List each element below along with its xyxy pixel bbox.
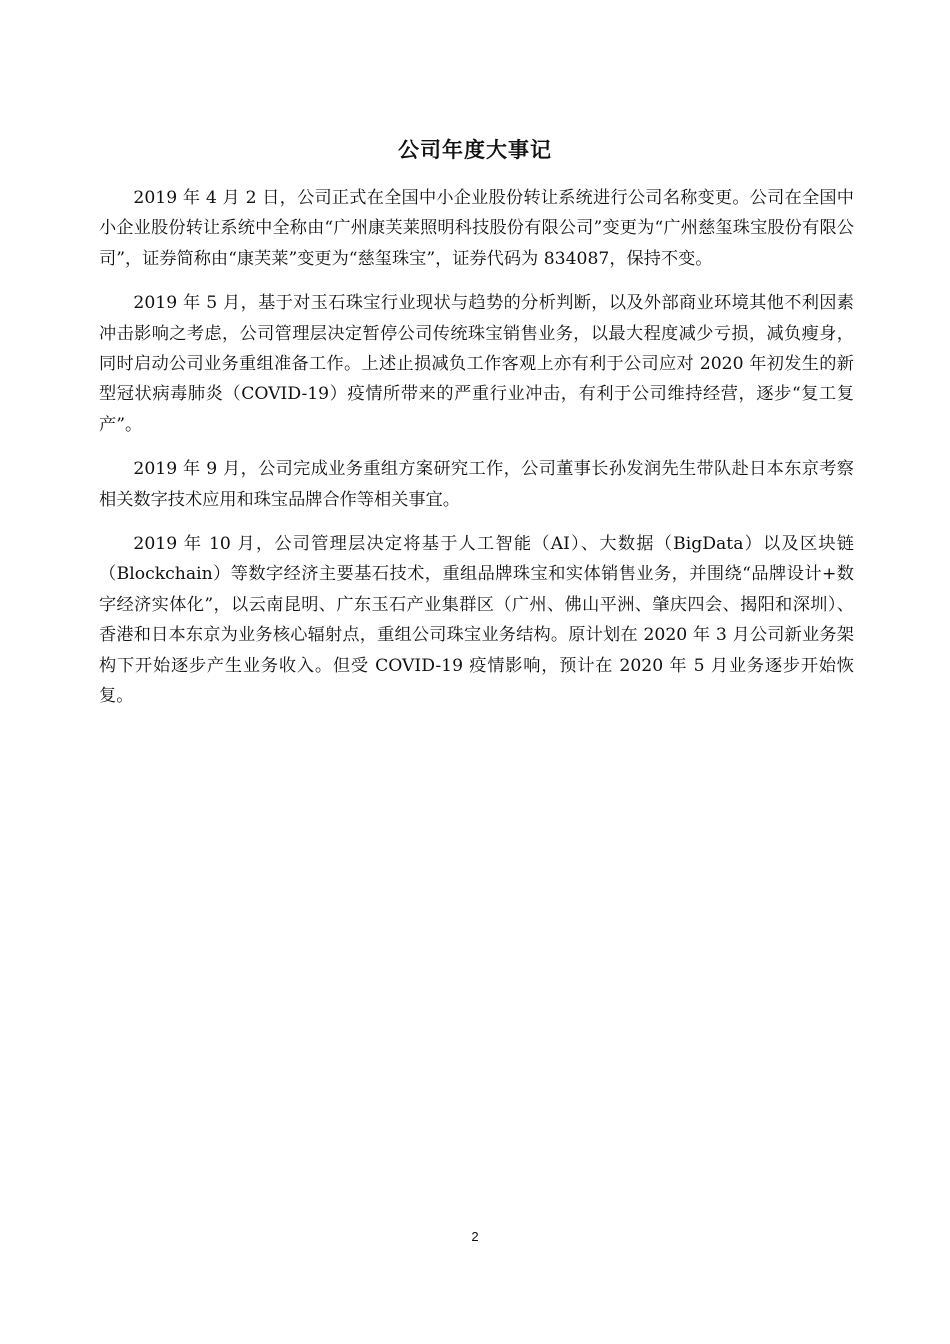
- document-body: [99, 183, 854, 726]
- paragraph-restructuring-research: 2019 年 9 月，公司完成业务重组方案研究工作，公司董事长孙发润先生带队赴日本东京考察相关数字技术应用和珠宝品牌合作等相关事宜。: [99, 459, 854, 510]
- paragraph-business-suspension: 2019 年 5 月，基于对玉石珠宝行业现状与趋势的分析判断，以及外部商业环境其他不利因素冲击影响之考虑，公司管理层决定暂停公司传统珠宝销售业务，以最大程度减少亏损，减负瘦身，同时启动公司业务重组准备工作。上述止损减负工作客观上亦有利于公司应对 2020 年初发生的新型冠状病毒肺炎（COVID-19）疫情所带来的严重行业冲击，有利于公司维持经营，逐步“复工复产”。: [99, 293, 854, 435]
- page-number: 2: [471, 1229, 479, 1244]
- page-title: 公司年度大事记: [398, 138, 552, 162]
- paragraph-restructuring-decision: 2019 年 10 月，公司管理层决定将基于人工智能（AI）、大数据（BigData）以及区块链（Blockchain）等数字经济主要基石技术，重组品牌珠宝和实体销售业务，并围绕“品牌设计+数字经济实体化”，以云南昆明、广东玉石产业集群区（广州、佛山平洲、肇庆四会、揭阳和深圳）、香港和日本东京为业务核心辐射点，重组公司珠宝业务结构。原计划在 2020 年 3 月公司新业务架构下开始逐步产生业务收入。但受 COVID-19 疫情影响，预计在 2020 年 5 月业务逐步开始恢复。: [99, 534, 854, 707]
- paragraph-name-change: 2019 年 4 月 2 日，公司正式在全国中小企业股份转让系统进行公司名称变更。公司在全国中小企业股份转让系统中全称由“广州康芙莱照明科技股份有限公司”变更为“广州慈玺珠宝股份有限公司”，证券简称由“康芙莱”变更为“慈玺珠宝”，证券代码为 834087，保持不变。: [99, 188, 854, 269]
